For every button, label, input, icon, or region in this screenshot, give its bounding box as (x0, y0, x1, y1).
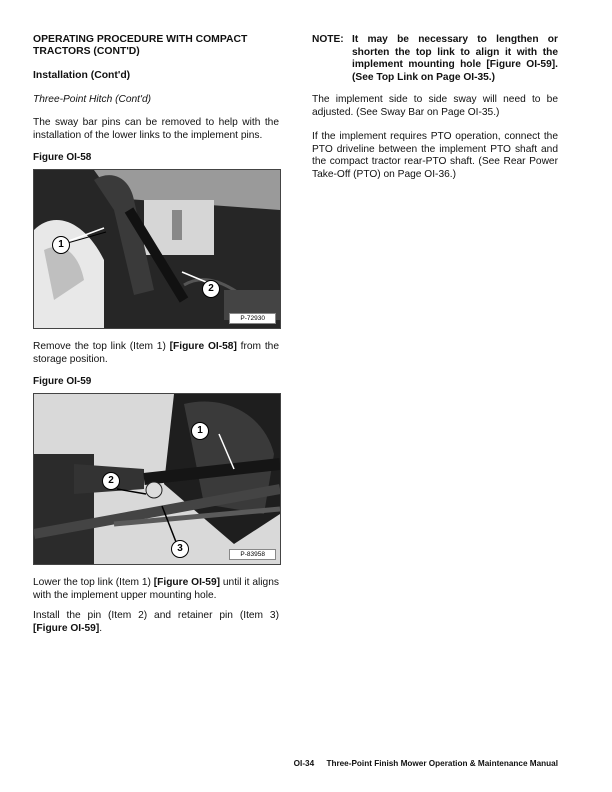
remove-top-link-paragraph: Remove the top link (Item 1) [Figure OI-58] from the storage position. (33, 341, 279, 365)
section-title: OPERATING PROCEDURE WITH COMPACT TRACTORS (CONT'D) (33, 34, 248, 57)
figure-59-illustration (34, 394, 280, 564)
sway-adjust-paragraph: The implement side to side sway will need to be adjusted. (See Sway Bar on Page OI-35.) (312, 94, 558, 118)
left-column (33, 34, 279, 635)
install-pin-paragraph: Install the pin (Item 2) and retainer pin (Item 3) [Figure OI-59]. (33, 610, 279, 634)
figure-59-callout-2: 2 (102, 472, 120, 490)
hitch-subheading: Three-Point Hitch (Cont'd) (33, 94, 152, 105)
right-column (312, 34, 558, 181)
figure-58-illustration (34, 170, 280, 328)
pto-paragraph: If the implement requires PTO operation, connect the PTO driveline between the implement PTO shaft and the compact tractor rear-PTO shaft. (See Rear Power Take-Off (PTO) on Page OI-36.) (312, 131, 558, 180)
figure-58-photo-code: P-72930 (229, 313, 276, 324)
figure-58-label: Figure OI-58 (33, 152, 92, 163)
note-block (312, 34, 558, 84)
figure-58-callout-2: 2 (202, 280, 220, 298)
note-label: NOTE: (312, 34, 344, 45)
manual-title: Three-Point Finish Mower Operation & Maintenance Manual (326, 759, 558, 768)
note-text: It may be necessary to lengthen or shorten the top link to align it with the implement mounting hole [Figure OI-59]. (See Top Link on Page OI-35.) (352, 34, 558, 83)
figure-59-callout-1: 1 (191, 422, 209, 440)
figure-59-label: Figure OI-59 (33, 376, 92, 387)
page-footer (294, 759, 558, 768)
page-number: OI-34 (293, 759, 315, 768)
figure-58-photo (33, 169, 281, 329)
figure-59-callout-3: 3 (171, 540, 189, 558)
figure-59-photo-code: P-83958 (229, 549, 276, 560)
lower-top-link-paragraph: Lower the top link (Item 1) [Figure OI-59] until it aligns with the implement upper mounting hole. (33, 577, 279, 601)
sway-bar-paragraph: The sway bar pins can be removed to help with the installation of the lower links to the implement pins. (33, 117, 279, 141)
installation-subheading: Installation (Cont'd) (33, 70, 131, 81)
figure-59-photo (33, 393, 281, 565)
figure-58-callout-1: 1 (52, 236, 70, 254)
